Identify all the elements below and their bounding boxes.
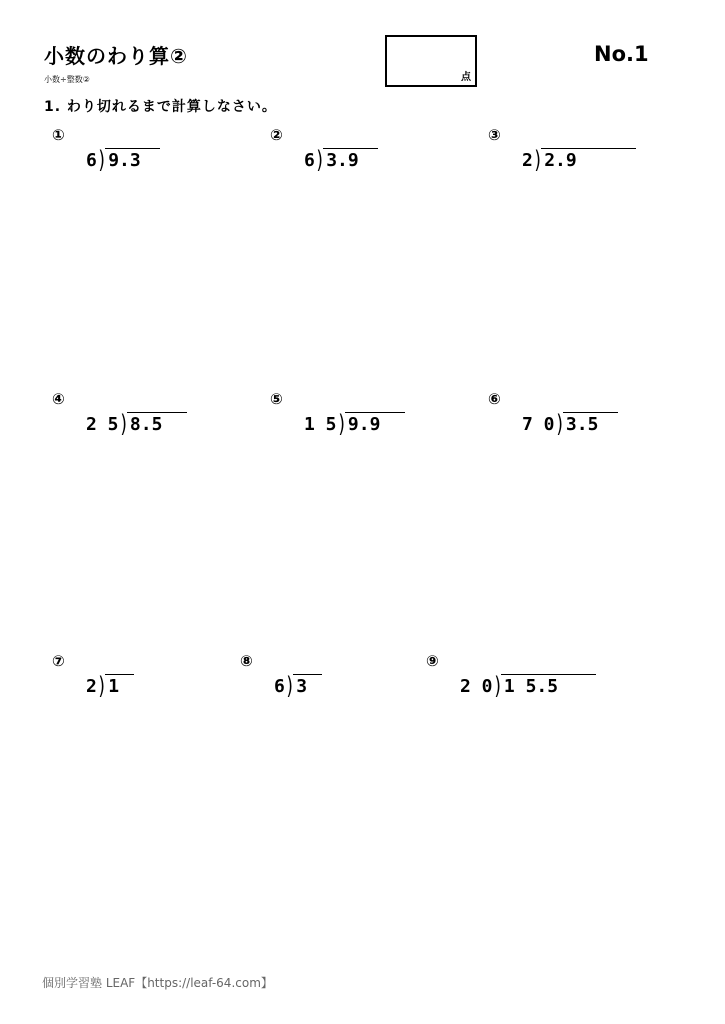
divisor: 1 5 [304, 414, 337, 435]
division-bracket: ) [98, 146, 105, 174]
score-box[interactable] [385, 35, 477, 87]
divisor: 2 5 [86, 414, 119, 435]
long-division [86, 672, 134, 700]
problem-number: ⑧ [240, 652, 253, 670]
long-division [86, 146, 160, 174]
page-subtitle: 小数÷整数② [44, 75, 90, 84]
score-unit-label: 点 [461, 72, 471, 83]
division-bracket: ) [493, 672, 501, 700]
divisor: 7 0 [522, 414, 555, 435]
dividend: 1 5.5 [501, 674, 596, 697]
division-bracket: ) [119, 410, 127, 438]
long-division [522, 146, 636, 174]
problem-number: ⑨ [426, 652, 439, 670]
long-division [522, 410, 618, 438]
division-bracket: ) [98, 672, 105, 700]
problem-number: ⑥ [488, 390, 501, 408]
dividend: 1 [105, 674, 134, 697]
dividend: 3.5 [563, 412, 618, 435]
division-bracket: ) [534, 146, 541, 174]
divisor: 6 [304, 150, 315, 171]
division-bracket: ) [555, 410, 563, 438]
dividend: 8.5 [127, 412, 187, 435]
instruction-text: 1. わり切れるまで計算しなさい。 [44, 99, 277, 115]
page-title: 小数のわり算② [44, 44, 188, 68]
dividend: 2.9 [541, 148, 636, 171]
divisor: 6 [86, 150, 97, 171]
long-division [86, 410, 187, 438]
long-division [274, 672, 322, 700]
divisor: 2 0 [460, 676, 493, 697]
dividend: 9.3 [105, 148, 160, 171]
problem-number: ⑦ [52, 652, 65, 670]
sheet-number: No.1 [594, 42, 649, 66]
dividend: 3 [293, 674, 322, 697]
division-bracket: ) [316, 146, 323, 174]
dividend: 3.9 [323, 148, 378, 171]
long-division [460, 672, 596, 700]
dividend: 9.9 [345, 412, 405, 435]
divisor: 2 [86, 676, 97, 697]
divisor: 6 [274, 676, 285, 697]
division-bracket: ) [337, 410, 345, 438]
long-division [304, 146, 378, 174]
problem-number: ⑤ [270, 390, 283, 408]
problem-number: ① [52, 126, 65, 144]
problem-number: ④ [52, 390, 65, 408]
footer-credit: 個別学習塾 LEAF【https://leaf-64.com】 [42, 976, 273, 990]
long-division [304, 410, 405, 438]
problem-number: ③ [488, 126, 501, 144]
problem-number: ② [270, 126, 283, 144]
divisor: 2 [522, 150, 533, 171]
division-bracket: ) [286, 672, 293, 700]
